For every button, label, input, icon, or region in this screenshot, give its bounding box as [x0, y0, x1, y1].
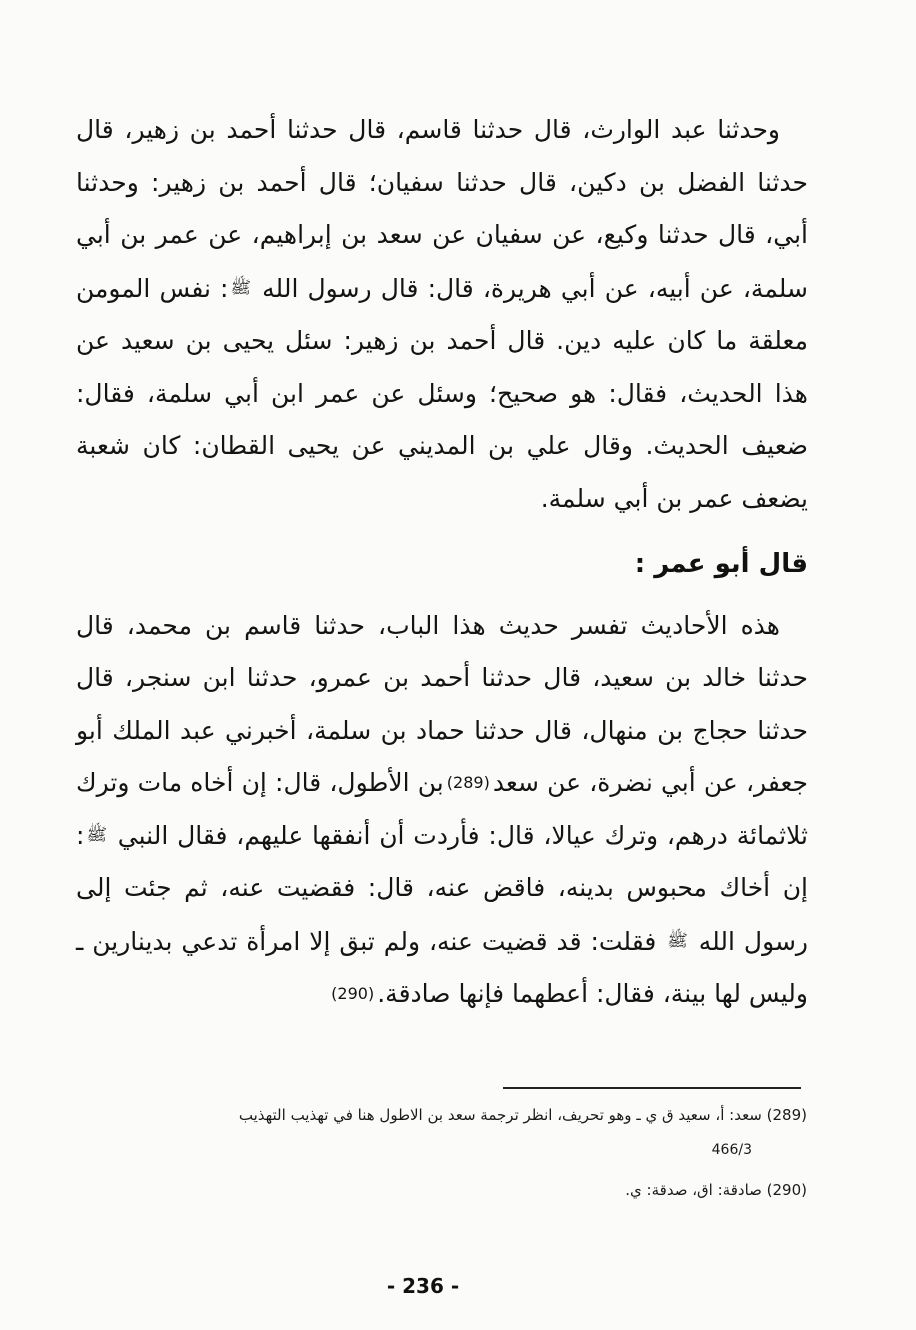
salah-ligature-2: ﷺ [86, 825, 107, 846]
footnote-289: (289) سعد: أ، سعيد ق ي ـ وهو تحريف، انظر ترجمة سعد بن الاطول هنا في تهذيب التهذيب [238, 1106, 807, 1124]
paragraph-hadith-1 [76, 104, 808, 525]
footnote-289-continuation: 466/3 [711, 1142, 752, 1158]
paragraph-2-text-c: : إن أخاك محبوس بدينه، فاقض عنه، قال: فقضيت عنه، ثم جئت إلى رسول الله [76, 821, 809, 956]
footnote-ref-289[interactable]: (289) [446, 772, 490, 792]
paragraph-1-text: وحدثنا عبد الوارث، قال حدثنا قاسم، قال حدثنا أحمد بن زهير، قال حدثنا الفضل بن دكين، قال حدثنا سفيان؛ قال أحمد بن زهير: وحدثنا أبي، قال حدثنا وكيع، عن سفيان عن سعد بن إبراهيم، عن عمر بن أبي سلمة، عن أبيه، عن أبي هريرة، قال: قال رسول الله [76, 115, 808, 303]
paragraph-2-text-b: بن الأطول، قال: إن أخاه مات وترك ثلاثمائة درهم، وترك عيالا، قال: فأردت أن أنفقها عليهم، فقال النبي [76, 767, 808, 851]
salah-ligature-1: ﷺ [230, 277, 252, 298]
paragraph-hadith-2 [76, 600, 808, 1020]
salah-ligature-3: ﷺ [667, 930, 688, 951]
section-heading: قال أبو عمر : [634, 549, 808, 579]
paragraph-2-text-d: فقلت: قد قضيت عنه، ولم تبق إلا امرأة تدعي بدينارين ـ وليس لها بينة، فقال: أعطهما فإنها صادقة. [76, 926, 808, 1009]
page-number: - 236 - [386, 1274, 460, 1298]
paragraph-2-text-a: هذه الأحاديث تفسر حديث هذا الباب، حدثنا قاسم بن محمد، قال حدثنا خالد بن سعيد، قال حدثنا أحمد بن عمرو، حدثنا ابن سنجر، قال حدثنا حجاج بن منهال، قال حدثنا حماد بن سلمة، أخبرني عبد الملك أبو جعفر، عن أبي نضرة، عن سعد [76, 611, 809, 797]
paragraph-1-text-continued: : نفس المومن معلقة ما كان عليه دين. قال أحمد بن زهير: سئل يحيى بن سعيد عن هذا الحديث، فقال: هو صحيح؛ وسئل عن عمر ابن أبي سلمة، فقال: ضعيف الحديث. وقال علي بن المديني عن يحيى القطان: كان شعبة يضعف عمر بن أبي سلمة. [76, 273, 808, 513]
footnote-separator [503, 1087, 801, 1089]
footnote-ref-290[interactable]: (290) [331, 984, 375, 1004]
footnote-290: (290) صادقة: اق، صدقة: ي. [625, 1181, 807, 1199]
